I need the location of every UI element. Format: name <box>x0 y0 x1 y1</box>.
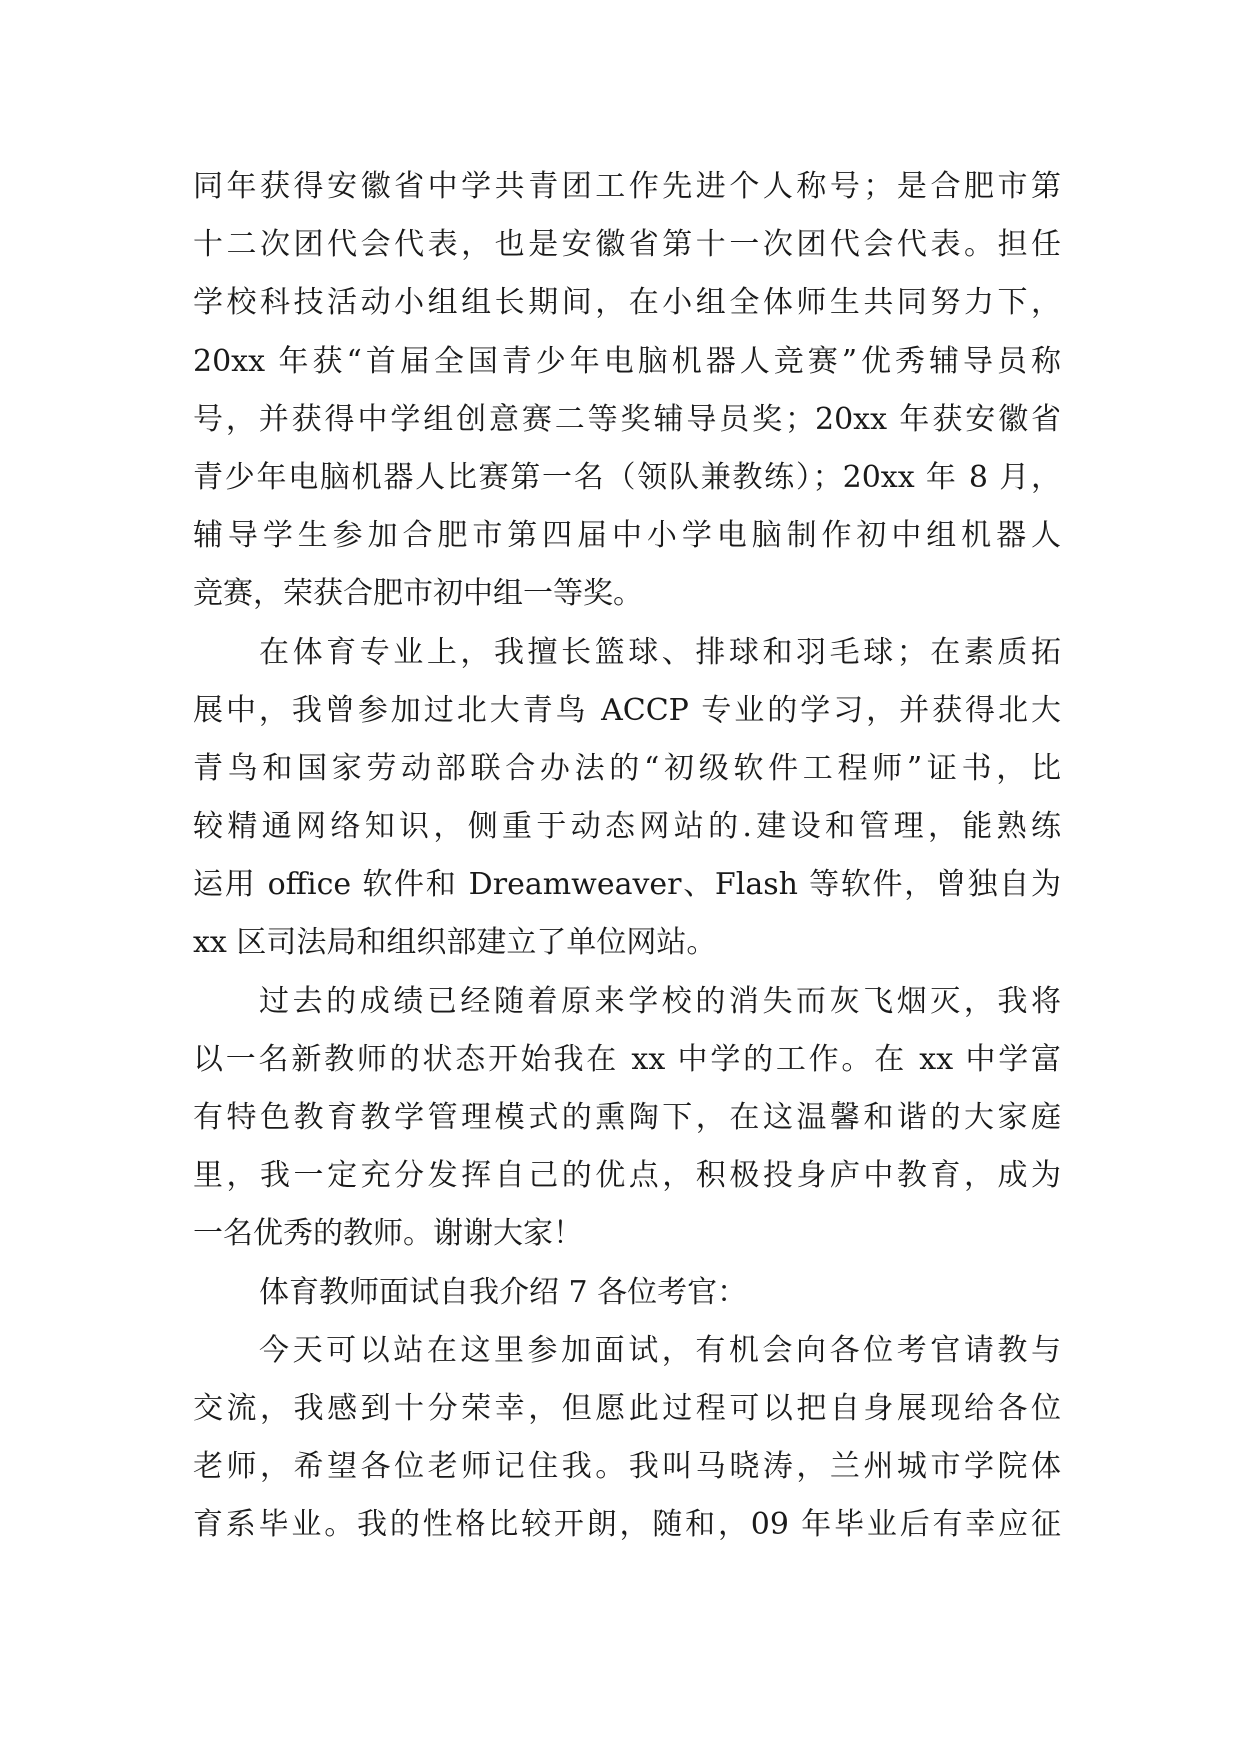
text-line: 今天可以站在这里参加面试，有机会向各位考官请教与 <box>259 1332 1061 1368</box>
text-line: 一名优秀的教师。谢谢大家！ <box>193 1216 583 1252</box>
text-line: 运用 office 软件和 Dreamweaver、Flash 等软件，曾独自为 <box>193 867 1061 903</box>
text-line: 同年获得安徽省中学共青团工作先进个人称号；是合肥市第 <box>193 169 1061 204</box>
text-line: 展中，我曾参加过北大青鸟 ACCP 专业的学习，并获得北大 <box>193 692 1061 728</box>
text-line: 里，我一定充分发挥自己的优点，积极投身庐中教育，成为 <box>193 1158 1061 1194</box>
text-line: 育系毕业。我的性格比较开朗，随和，09 年毕业后有幸应征 <box>193 1507 1061 1543</box>
text-line: 十二次团代会代表，也是安徽省第十一次团代会代表。担任 <box>193 227 1061 263</box>
text-line: 青少年电脑机器人比赛第一名（领队兼教练）；20xx 年 8 月， <box>193 459 1061 495</box>
text-line: 青鸟和国家劳动部联合办法的“初级软件工程师”证书，比 <box>193 750 1061 786</box>
text-line: 号，并获得中学组创意赛二等奖辅导员奖；20xx 年获安徽省 <box>193 401 1061 437</box>
text-line: 在体育专业上，我擅长篮球、排球和羽毛球；在素质拓 <box>259 634 1061 670</box>
section-heading: 体育教师面试自我介绍 7 各位考官： <box>259 1274 748 1310</box>
text-line: 老师，希望各位老师记住我。我叫马晓涛，兰州城市学院体 <box>193 1449 1061 1485</box>
document-body <box>193 158 1061 1555</box>
text-line: 辅导学生参加合肥市第四届中小学电脑制作初中组机器人 <box>193 518 1061 554</box>
text-line: 过去的成绩已经随着原来学校的消失而灰飞烟灭，我将 <box>259 983 1061 1019</box>
text-line: 20xx 年获“首届全国青少年电脑机器人竞赛”优秀辅导员称 <box>193 343 1061 379</box>
text-line: 学校科技活动小组组长期间，在小组全体师生共同努力下， <box>193 285 1061 321</box>
text-line: xx 区司法局和组织部建立了单位网站。 <box>193 925 717 961</box>
text-line: 有特色教育教学管理模式的熏陶下，在这温馨和谐的大家庭 <box>193 1100 1061 1135</box>
text-line: 以一名新教师的状态开始我在 xx 中学的工作。在 xx 中学富 <box>193 1041 1061 1077</box>
text-line: 较精通网络知识，侧重于动态网站的.建设和管理，能熟练 <box>193 809 1061 845</box>
text-line: 竞赛，荣获合肥市初中组一等奖。 <box>193 576 643 612</box>
text-line: 交流，我感到十分荣幸，但愿此过程可以把自身展现给各位 <box>193 1390 1061 1426</box>
